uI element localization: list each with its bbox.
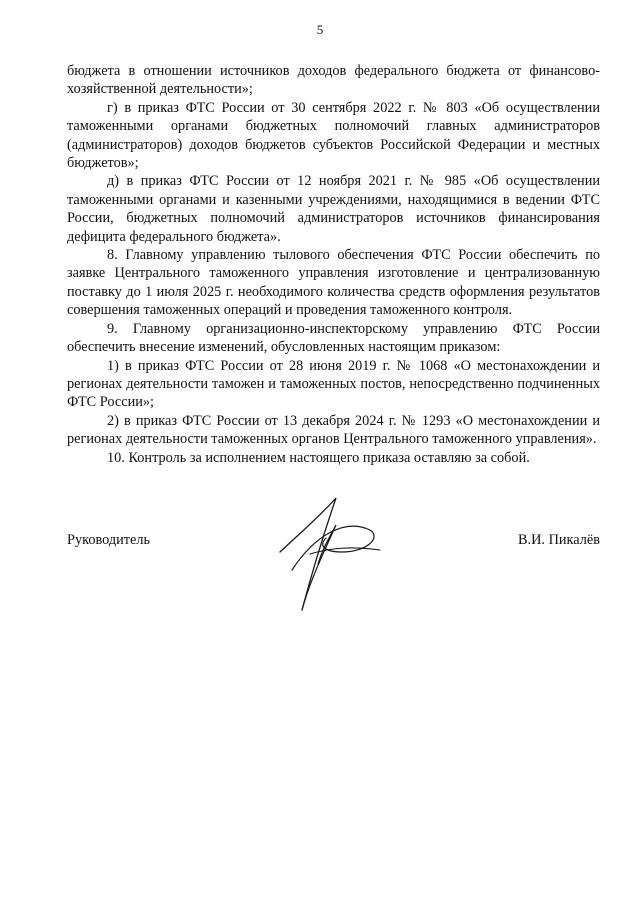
signatory-title: Руководитель <box>67 532 151 548</box>
paragraph-item-1: 1) в приказ ФТС России от 28 июня 2019 г. № 1068 «О местонахождении и регионах деятельности таможен и таможенных постов, непосредственно подчиненных ФТС России»; <box>67 357 600 411</box>
paragraph-item-g: г) в приказ ФТС России от 30 сентября 2022 г. № 803 «Об осуществлении таможенными органами бюджетных полномочий главных администраторов (администраторов) доходов бюджетов субъектов Российской Федерации и местных бюджетов»; <box>67 99 600 172</box>
paragraph-item-2: 2) в приказ ФТС России от 13 декабря 2024 г. № 1293 «О местонахождении и регионах деятельности таможенных органов Центрального таможенного управления». <box>67 412 600 448</box>
paragraph-continuation: бюджета в отношении источников доходов федерального бюджета от финансово-хозяйственной деятельности»; <box>67 63 600 98</box>
paragraph-clause-8: 8. Главному управлению тылового обеспечения ФТС России обеспечить по заявке Центрального таможенного управления изготовление и централизованную поставку до 1 июля 2025 г. необходимого количества средств оформления результатов совершения таможенных операций и проведения таможенного контроля. <box>67 247 600 319</box>
page-number: 5 <box>316 22 324 37</box>
paragraph-clause-10: 10. Контроль за исполнением настоящего приказа оставляю за собой. <box>107 449 530 466</box>
signatory-name: В.И. Пикалёв <box>518 532 600 548</box>
handwritten-signature <box>270 490 385 615</box>
document-body <box>67 62 600 467</box>
paragraph-item-d: д) в приказ ФТС России от 12 ноября 2021 г. № 985 «Об осуществлении таможенными органами и казенными учреждениями, находящимися в ведении ФТС России, бюджетных полномочий администраторов источников финансирования дефицита федерального бюджета». <box>67 173 600 245</box>
paragraph-clause-9: 9. Главному организационно-инспекторскому управлению ФТС России обеспечить внесение изменений, обусловленных настоящим приказом: <box>67 320 600 356</box>
